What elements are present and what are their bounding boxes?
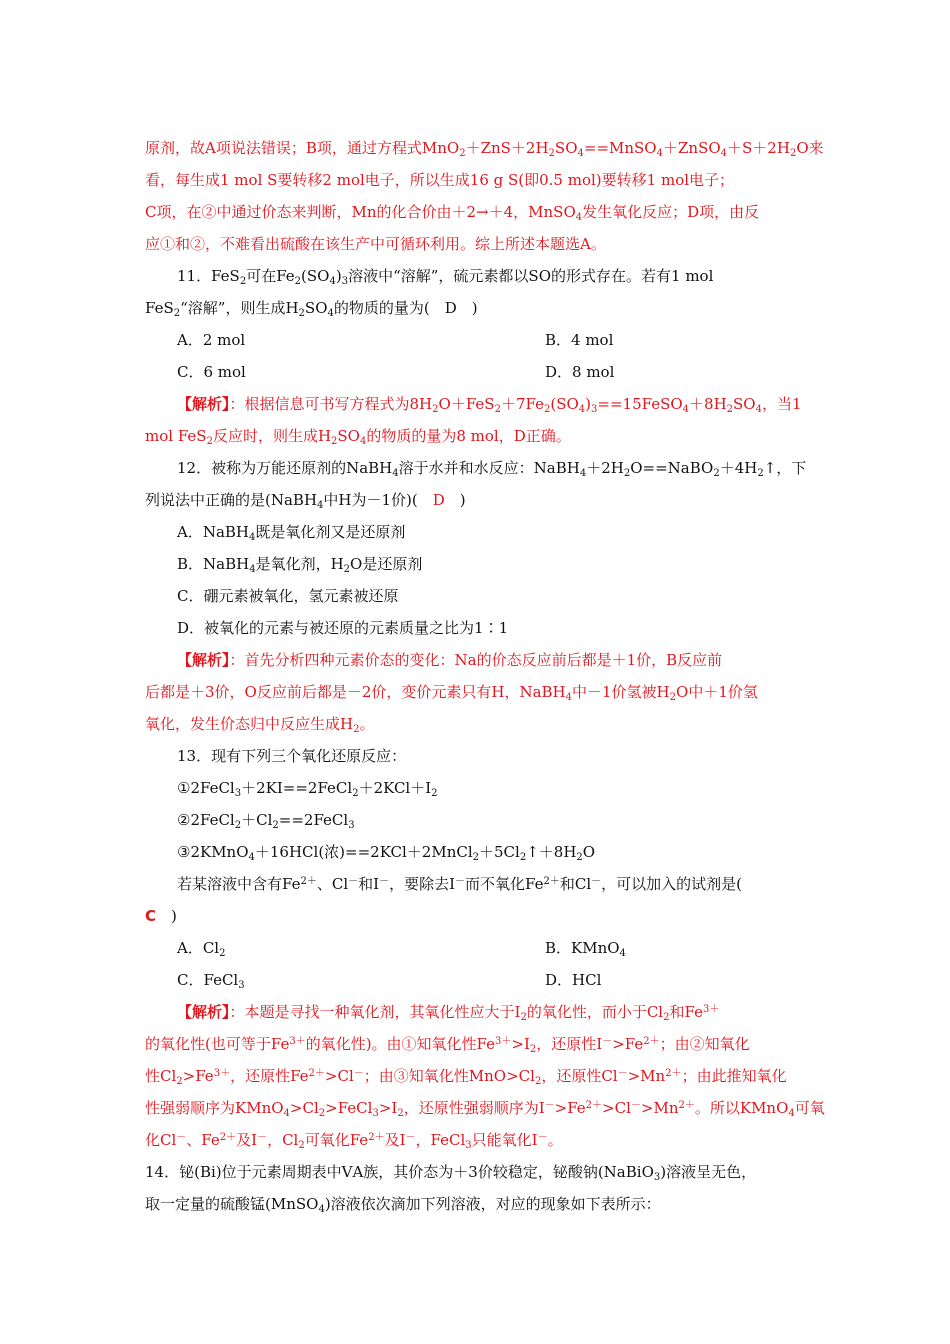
analysis-label: 【解析】 xyxy=(177,395,230,413)
q11-analysis-line-2: mol FeS$_2$反应时，则生成$H_2SO_4$的物质的量为8 mol，D正确。 xyxy=(145,427,571,447)
q11-analysis-line-1: 【解析】：根据信息可书写方程式为$8H_2O+FeS_2+7Fe_2(SO_4)_3==15FeSO_4+8H_2SO_4$，当1 xyxy=(177,395,802,415)
q13-analysis-line-1: 【解析】：本题是寻找一种氧化剂，其氧化性应大于$I_2$的氧化性，而小于$Cl_2$和$Fe^{3+}$ xyxy=(177,1003,720,1023)
q13-question-line-2: C ) xyxy=(145,907,177,925)
q12-option-a: A．NaBH$_4$既是氧化剂又是还原剂 xyxy=(177,523,406,543)
analysis-label: 【解析】 xyxy=(177,651,230,669)
q14-stem-line-2: 取一定量的硫酸锰(MnSO$_4$)溶液依次滴加下列溶液，对应的现象如下表所示： xyxy=(145,1195,661,1215)
prev-analysis-line-4: 应①和②，不难看出硫酸在该生产中可循环利用。综上所述本题选A。 xyxy=(145,235,606,253)
prev-analysis-line-3: C项，在②中通过价态来判断，Mn的化合价由＋2→＋4，MnSO$_4$发生氧化反应；D项，由反 xyxy=(145,203,760,223)
q12-analysis-line-1: 【解析】：首先分析四种元素价态的变化：Na的价态反应前后都是＋1价，B反应前 xyxy=(177,651,723,669)
q13-reaction-2: $②2FeCl_2+Cl_2==2FeCl_3$ xyxy=(177,811,355,831)
q11-stem-line-1: 11．FeS$_2$可在$Fe_2(SO_4)_3$溶液中“溶解”，硫元素都以SO的形式存在。若有1 mol xyxy=(177,267,714,287)
analysis-label: 【解析】 xyxy=(177,1003,230,1021)
q13-analysis-line-2: 的氧化性(也可等于$Fe^{3+}$的氧化性)。由①知氧化性$Fe^{3+}>I_2$，还原性$I^->Fe^{2+}$；由②知氧化 xyxy=(145,1035,750,1055)
q13-stem: 13．现有下列三个氧化还原反应： xyxy=(177,747,407,765)
q13-reaction-1: $①2FeCl_3+2KI==2FeCl_2+2KCl+I_2$ xyxy=(177,779,438,799)
q11-stem-line-2: FeS$_2$“溶解”，则生成$H_2SO_4$的物质的量为( D ) xyxy=(145,299,478,319)
q13-answer: C xyxy=(145,907,157,925)
q13-option-b: B．KMnO$_4$ xyxy=(545,939,626,959)
q13-option-a: A．$Cl_2$ xyxy=(177,939,226,959)
q11-option-c: C．6 mol xyxy=(177,363,246,381)
q11-option-d: D．8 mol xyxy=(545,363,615,381)
q13-question-line-1: 若某溶液中含有$Fe^{2+}$、Cl－和I－，要除去I－而不氧化$Fe^{2+}$和Cl－，可以加入的试剂是( xyxy=(177,875,742,893)
q12-option-b: B．NaBH$_4$是氧化剂，$H_2O$是还原剂 xyxy=(177,555,423,575)
q13-analysis-line-3: 性$Cl_2>Fe^{3+}$，还原性$Fe^{2+}>Cl^-$；由③知氧化性$MnO>Cl_2$，还原性$Cl^->Mn^{2+}$；由此推知氧化 xyxy=(145,1067,787,1087)
q13-option-c: C．FeCl$_3$ xyxy=(177,971,245,991)
q11-option-b: B．4 mol xyxy=(545,331,614,349)
prev-analysis-line-2: 看，每生成1 mol S要转移2 mol电子，所以生成16 g S(即0.5 mol)要转移1 mol电子； xyxy=(145,171,735,189)
q12-option-d: D．被氧化的元素与被还原的元素质量之比为1∶1 xyxy=(177,619,509,637)
prev-analysis-line-1: 原剂，故A项说法错误；B项，通过方程式$MnO_2+ZnS+2H_2SO_4==MnSO_4+ZnSO_4+S+2H_2O$来 xyxy=(145,139,824,159)
q14-stem-line-1: 14．铋(Bi)位于元素周期表中ⅤA族，其价态为＋3价较稳定，铋酸钠(NaBiO$_3$)溶液呈无色， xyxy=(145,1163,757,1183)
q13-analysis-line-5: 化Cl－、$Fe^{2+}$及I－，$Cl_2$可氧化$Fe^{2+}$及I－，FeCl$_3$只能氧化I－。 xyxy=(145,1131,563,1151)
q13-option-d: D．HCl xyxy=(545,971,602,989)
q12-analysis-line-3: 氧化，发生价态归中反应生成$H_2$。 xyxy=(145,715,375,735)
q12-analysis-line-2: 后都是＋3价，O反应前后都是－2价，变价元素只有H，NaBH$_4$中－1价氢被$H_2O$中＋1价氢 xyxy=(145,683,758,703)
q13-reaction-3: ③2KMnO$_4$＋16HCl(浓)$==2KCl+2MnCl_2+5Cl_2↑+8H_2O$ xyxy=(177,843,596,863)
q11-answer: D xyxy=(444,299,457,317)
q12-answer: D xyxy=(432,491,445,509)
q13-analysis-line-4: 性强弱顺序为$KMnO_4>Cl_2>FeCl_3>I_2$，还原性强弱顺序为$I^->Fe^{2+}>Cl^->Mn^{2+}$。所以KMnO$_4$可氧 xyxy=(145,1099,825,1119)
q11-option-a: A．2 mol xyxy=(177,331,246,349)
q12-option-c: C．硼元素被氧化，氢元素被还原 xyxy=(177,587,399,605)
q12-stem-line-2: 列说法中正确的是(NaBH$_4$中H为－1价)( D ) xyxy=(145,491,466,511)
q12-stem-line-1: 12．被称为万能还原剂的NaBH$_4$溶于水并和水反应：$NaBH_4+2H_2O==NaBO_2+4H_2↑$，下 xyxy=(177,459,807,479)
